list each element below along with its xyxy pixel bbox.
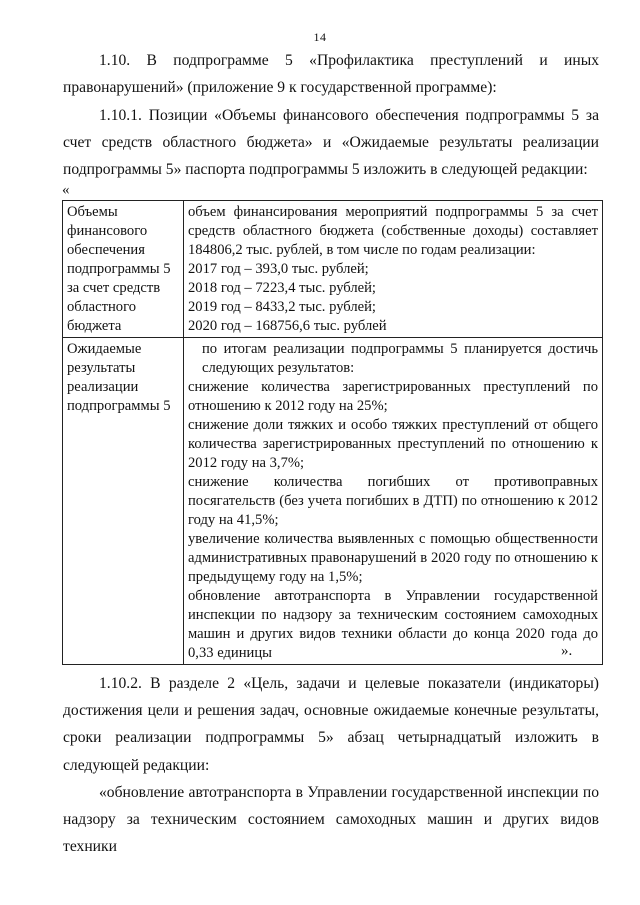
table-row-results <box>63 338 603 665</box>
table-row-financing <box>63 201 603 338</box>
paragraph-quoted-text: «обновление автотранспорта в Управлении государственной инспекции по надзору за техническим состоянием самоходных машин и других видов техники <box>63 784 599 856</box>
results-intro: по итогам реализации подпрограммы 5 планируется достичь следующих результатов: <box>202 341 598 376</box>
result-item-1: снижение количества зарегистрированных преступлений по отношению к 2012 году на 25%; <box>188 379 598 414</box>
financing-year-2018: 2018 год – 7223,4 тыс. рублей; <box>188 280 376 296</box>
quote-open-mark: « <box>62 182 70 198</box>
result-item-3: снижение количества погибших от противоправных посягательств (без учета погибших в ДТП) по отношению к 2012 году на 41,5%; <box>188 474 598 528</box>
results-label-cell: Ожидаемые результаты реализации подпрограммы 5 <box>63 338 184 665</box>
paragraph-1-10: 1.10. В подпрограмме 5 «Профилактика преступлений и иных правонарушений» (приложение 9 к государственной программе): <box>63 52 599 97</box>
financing-label-cell: Объемы финансового обеспечения подпрограммы 5 за счет средств областного бюджета <box>63 201 184 338</box>
financing-content-cell <box>184 201 603 338</box>
financing-year-2020: 2020 год – 168756,6 тыс. рублей <box>188 318 387 334</box>
page-number: 14 <box>313 30 327 44</box>
financing-intro: объем финансирования мероприятий подпрограммы 5 за счет средств областного бюджета (собственные доходы) составляет 184806,2 тыс. рублей, в том числе по годам реализации: <box>188 204 598 258</box>
passport-table <box>62 200 603 665</box>
result-item-5: обновление автотранспорта в Управлении государственной инспекции по надзору за техническим состоянием самоходных машин и других видов техники области до конца 2020 года до 0,33 единицы <box>188 588 598 661</box>
result-item-2: снижение доли тяжких и особо тяжких преступлений от общего количества зарегистрированных преступлений по отношению к 2012 году на 3,7%; <box>188 417 598 471</box>
paragraph-1-10-1: 1.10.1. Позиции «Объемы финансового обеспечения подпрограммы 5 за счет средств областного бюджета» и «Ожидаемые результаты реализации подпрограммы 5» паспорта подпрограммы 5 изложить в следующей редакции: <box>63 107 599 179</box>
results-content-cell <box>184 338 603 665</box>
financing-year-2017: 2017 год – 393,0 тыс. рублей; <box>188 261 369 277</box>
paragraph-1-10-2: 1.10.2. В разделе 2 «Цель, задачи и целевые показатели (индикаторы) достижения цели и решения задач, основные ожидаемые конечные результаты, сроки реализации подпрограммы 5» абзац четырнадцатый изложить в следующей редакции: <box>63 675 599 774</box>
result-item-4: увеличение количества выявленных с помощью общественности административных правонарушений в 2020 году по отношению к предыдущему году на 1,5%; <box>188 531 598 585</box>
quote-close-mark: ». <box>561 643 573 659</box>
financing-year-2019: 2019 год – 8433,2 тыс. рублей; <box>188 299 376 315</box>
